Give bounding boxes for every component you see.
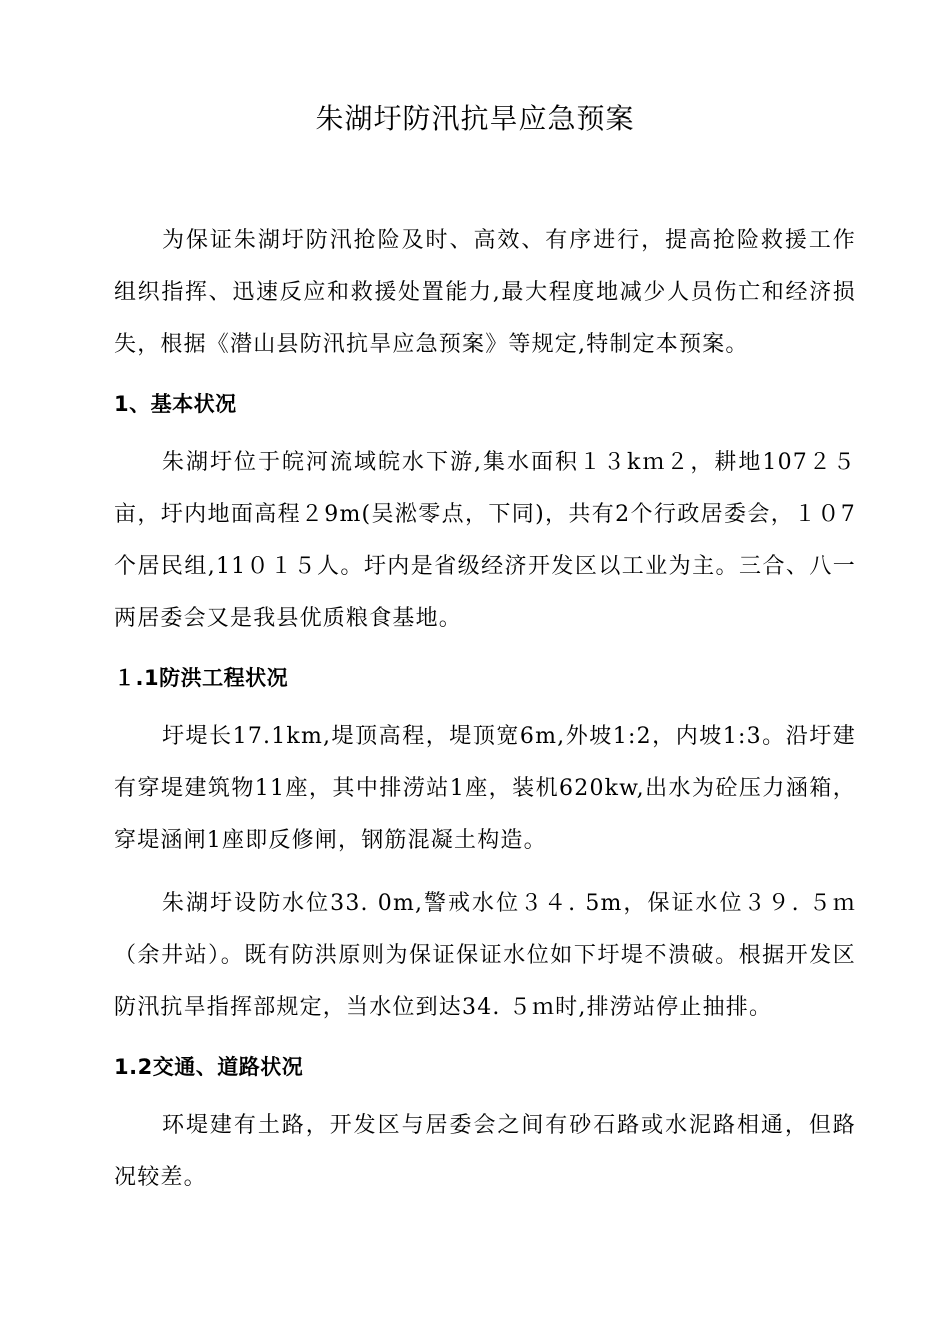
section-heading-basic-status: 1、基本状况: [114, 392, 237, 416]
section-heading-traffic-roads: 1.2交通、道路状况: [114, 1055, 304, 1079]
traffic-roads-paragraph: 环堤建有土路，开发区与居委会之间有砂石路或水泥路相通，但路况较差。: [114, 1113, 856, 1190]
flood-control-paragraph-1: 圩堤长17.1km,堤顶高程，堤顶宽6m,外坡1:2，内坡1:3。沿圩建有穿堤建筑物11座，其中排涝站1座，装机620kw,出水为砼压力涵箱，穿堤涵闸1座即反修闸，钢筋混凝土构造。: [114, 724, 856, 853]
intro-paragraph: 为保证朱湖圩防汛抢险及时、高效、有序进行，提高抢险救援工作组织指挥、迅速反应和救援处置能力,最大程度地减少人员伤亡和经济损失，根据《潜山县防汛抗旱应急预案》等规定,特制定本预案。: [114, 228, 856, 357]
section-heading-flood-control: １.1防洪工程状况: [114, 666, 289, 690]
document-body: [114, 215, 856, 1215]
basic-status-paragraph: 朱湖圩位于皖河流域皖水下游,集水面积１３kｍ２，耕地107２５亩，圩内地面高程２9m(吴淞零点，下同)，共有2个行政居委会，１０7个居民组,11０１５人。圩内是省级经济开发区以工业为主。三合、八一两居委会又是我县优质粮食基地。: [114, 450, 856, 631]
document-title: 朱湖圩防汛抗旱应急预案: [315, 102, 635, 135]
flood-control-paragraph-2: 朱湖圩设防水位33. 0m,警戒水位３４. 5m，保证水位３９. ５ｍ（余井站）。既有防洪原则为保证保证水位如下圩堤不溃破。根据开发区防汛抗旱指挥部规定，当水位到达34. ５ｍ时,排涝站停止抽排。: [114, 891, 856, 1020]
